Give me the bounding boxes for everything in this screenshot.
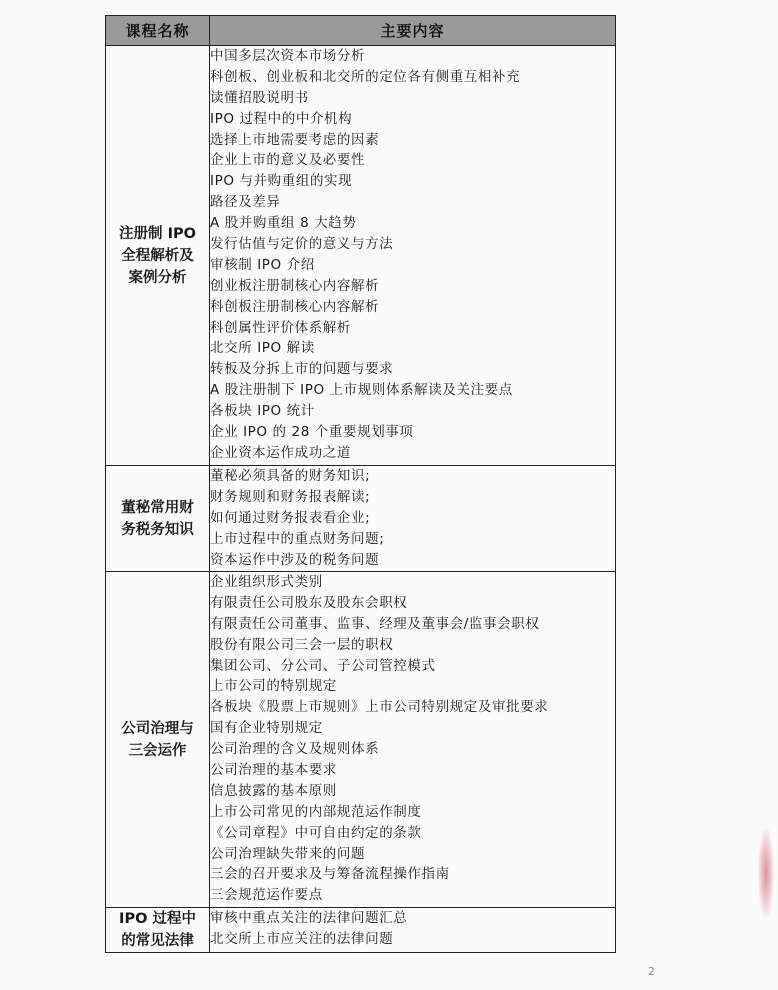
content-item: 财务规则和财务报表解读; — [210, 488, 371, 505]
content-item: 科创属性评价体系解析 — [210, 319, 351, 336]
content-item: 企业 IPO 的 28 个重要规划事项 — [210, 424, 414, 441]
course-name-line: IPO 过程中 — [119, 911, 196, 927]
content-item: 北交所上市应关注的法律问题 — [210, 930, 394, 947]
table-row — [106, 46, 616, 466]
content-item: 企业上市的意义及必要性 — [210, 152, 366, 169]
content-item: 企业组织形式类别 — [210, 574, 323, 590]
page-number: 2 — [648, 965, 655, 978]
course-content-cell — [210, 572, 616, 908]
table-row — [106, 466, 616, 572]
course-name-line: 注册制 IPO — [119, 225, 196, 242]
course-name-cell — [106, 466, 210, 572]
content-item: 审核中重点关注的法律问题汇总 — [210, 910, 408, 926]
content-item: 如何通过财务报表看企业; — [210, 509, 371, 526]
course-name-cell — [106, 908, 210, 953]
content-item: 信息披露的基本原则 — [210, 782, 337, 799]
content-item: 企业资本运作成功之道 — [210, 444, 351, 461]
course-name-line: 全程解析及 — [121, 247, 194, 264]
content-item: 发行估值与定价的意义与方法 — [210, 236, 394, 253]
content-item: 中国多层次资本市场分析 — [210, 48, 366, 64]
content-item: A 股注册制下 IPO 上市规则体系解读及关注要点 — [210, 382, 513, 399]
course-name-line: 的常见法律 — [121, 933, 194, 949]
content-item: 有限责任公司股东及股东会职权 — [210, 594, 408, 611]
content-item: 选择上市地需要考虑的因素 — [210, 131, 380, 148]
content-item: 三会规范运作要点 — [210, 887, 323, 904]
content-item: 转板及分拆上市的问题与要求 — [210, 361, 394, 378]
content-item: 路径及差异 — [210, 194, 281, 211]
course-table — [105, 15, 616, 953]
content-item: 资本运作中涉及的税务问题 — [210, 551, 380, 568]
header-course-name: 课程名称 — [106, 16, 210, 46]
table-row — [106, 908, 616, 953]
content-item: A 股并购重组 8 大趋势 — [210, 215, 357, 232]
content-item: 上市公司的特别规定 — [210, 678, 337, 695]
content-item: 公司治理缺失带来的问题 — [210, 845, 366, 862]
stamp-edge-mark — [758, 828, 774, 918]
content-item: 科创板注册制核心内容解析 — [210, 298, 380, 315]
course-name-cell — [106, 46, 210, 466]
content-item: 各板块《股票上市规则》上市公司特别规定及审批要求 — [210, 699, 549, 716]
content-item: 国有企业特别规定 — [210, 720, 323, 737]
header-main-content: 主要内容 — [210, 16, 616, 46]
content-item: 公司治理的基本要求 — [210, 762, 337, 779]
content-item: IPO 与并购重组的实现 — [210, 173, 353, 190]
course-name-line: 公司治理与 — [121, 720, 194, 737]
course-name-cell — [106, 572, 210, 908]
course-name-line: 董秘常用财 — [121, 499, 194, 516]
course-name-line: 三会运作 — [128, 742, 187, 759]
content-item: 集团公司、分公司、子公司管控模式 — [210, 657, 436, 674]
content-item: 股份有限公司三会一层的职权 — [210, 636, 394, 653]
content-item: 审核制 IPO 介绍 — [210, 256, 315, 273]
content-item: 各板块 IPO 统计 — [210, 403, 315, 420]
content-item: IPO 过程中的中介机构 — [210, 110, 353, 127]
content-item: 有限责任公司董事、监事、经理及董事会/监事会职权 — [210, 615, 540, 632]
content-item: 董秘必须具备的财务知识; — [210, 468, 371, 484]
content-item: 读懂招股说明书 — [210, 89, 309, 106]
content-item: 创业板注册制核心内容解析 — [210, 277, 380, 294]
content-item: 科创板、创业板和北交所的定位各有侧重互相补充 — [210, 68, 521, 85]
content-item: 三会的召开要求及与筹备流程操作指南 — [210, 866, 450, 883]
table-row — [106, 572, 616, 908]
course-content-cell — [210, 46, 616, 466]
content-item: 上市公司常见的内部规范运作制度 — [210, 803, 422, 820]
course-content-cell — [210, 466, 616, 572]
course-content-cell — [210, 908, 616, 953]
content-item: 《公司章程》中可自由约定的条款 — [210, 824, 422, 841]
content-item: 北交所 IPO 解读 — [210, 340, 315, 357]
course-name-line: 案例分析 — [128, 269, 187, 286]
table-header-row — [106, 16, 616, 46]
content-item: 上市过程中的重点财务问题; — [210, 530, 385, 547]
course-name-line: 务税务知识 — [121, 521, 194, 538]
content-item: 公司治理的含义及规则体系 — [210, 741, 380, 758]
